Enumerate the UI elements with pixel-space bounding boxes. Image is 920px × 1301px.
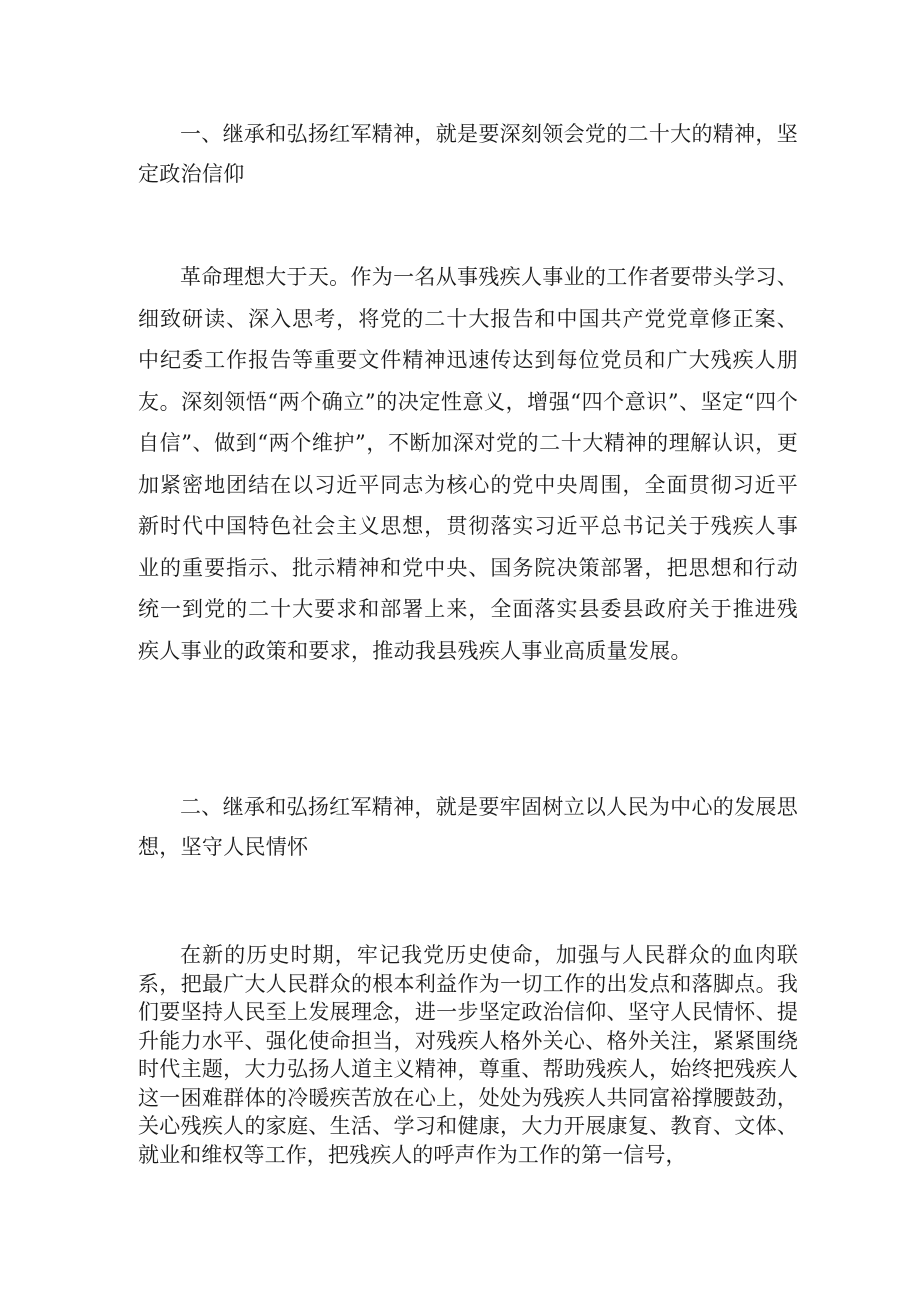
section-heading-1: 一、继承和弘扬红军精神，就是要深刻领会党的二十大的精神，坚定政治信仰	[138, 122, 798, 186]
section-heading-2: 二、继承和弘扬红军精神，就是要牢固树立以人民为中心的发展思想，坚守人民情怀	[138, 795, 798, 859]
section-paragraph-2: 在新的历史时期，牢记我党历史使命，加强与人民群众的血肉联系，把最广大人民群众的根本利益作为一切工作的出发点和落脚点。我们要坚持人民至上发展理念，进一步坚定政治信仰、坚守人民情怀、提升能力水平、强化使命担当，对残疾人格外关心、格外关注，紧紧围绕时代主题，大力弘扬人道主义精神，尊重、帮助残疾人，始终把残疾人这一困难群体的冷暖疾苦放在心上，处处为残疾人共同富裕撑腰鼓劲，关心残疾人的家庭、生活、学习和健康，大力开展康复、教育、文体、就业和维权等工作，把残疾人的呼声作为工作的第一信号，	[138, 943, 798, 1167]
section-paragraph-1: 革命理想大于天。作为一名从事残疾人事业的工作者要带头学习、细致研读、深入思考，将党的二十大报告和中国共产党党章修正案、中纪委工作报告等重要文件精神迅速传达到每位党员和广大残疾人朋友。深刻领悟“两个确立”的决定性意义，增强“四个意识”、坚定“四个自信”、做到“两个维护”，不断加深对党的二十大精神的理解认识，更加紧密地团结在以习近平同志为核心的党中央周围，全面贯彻习近平新时代中国特色社会主义思想，贯彻落实习近平总书记关于残疾人事业的重要指示、批示精神和党中央、国务院决策部署，把思想和行动统一到党的二十大要求和部署上来，全面落实县委县政府关于推进残疾人事业的政策和要求，推动我县残疾人事业高质量发展。	[138, 265, 798, 663]
